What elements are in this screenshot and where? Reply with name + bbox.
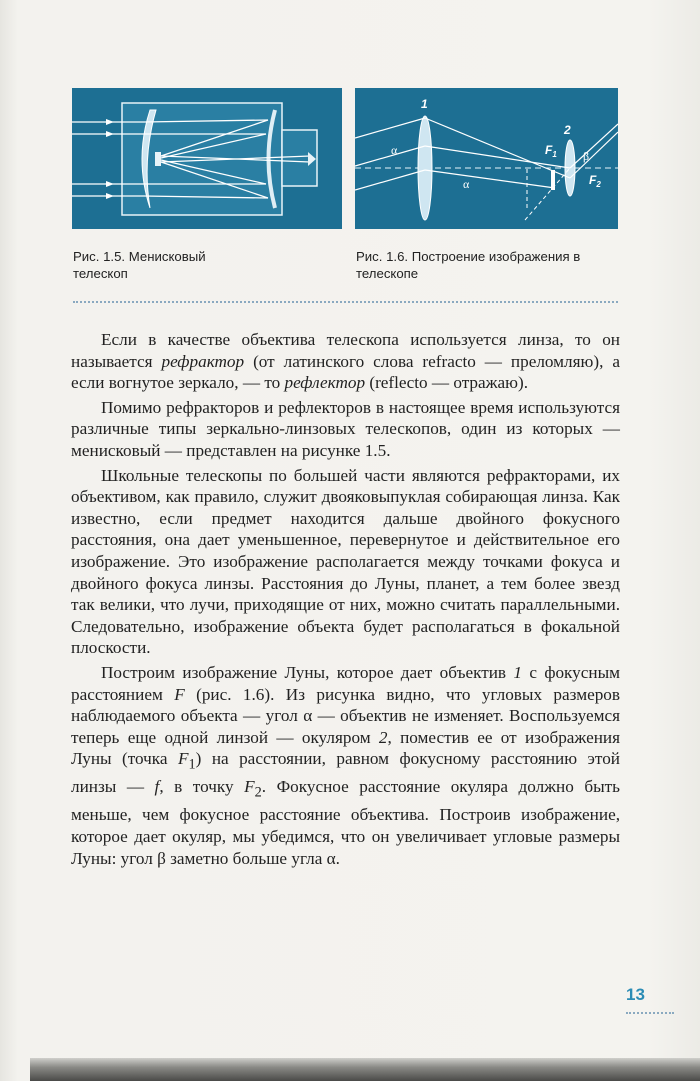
telescope-ray-diagram (355, 88, 618, 229)
alpha-mid-label: α (463, 177, 470, 191)
figure1-caption-line2: телескоп (73, 266, 128, 281)
figure2-caption (356, 248, 624, 282)
figure1-caption (73, 248, 268, 282)
figure1-caption-line1: Рис. 1.5. Менисковый (73, 249, 206, 264)
alpha-left-label: α (391, 143, 398, 157)
page-number-dots (626, 1012, 674, 1014)
figure2-caption-line2: телескопе (356, 266, 419, 281)
body-text (71, 329, 620, 872)
page-number: 13 (626, 985, 645, 1004)
meniscus-telescope-diagram (72, 88, 342, 229)
paragraph-3: Школьные телескопы по большей части являются рефракторами, их объективом, как правило, служит двояковыпуклая собирающая линза. Как известно, если предмет находится дальше двойного фокусного расстояния, она дает уменьшенное, перевернутое и действительное его изображение. Это изображение располагается между точками фокуса и двойного фокуса линзы. Расстояния до Луны, планет, а тем более звезд так велики, что лучи, приходящие от них, можно считать параллельными. Следовательно, изображение объекта будет располагаться в фокальной плоскости. (71, 465, 620, 658)
paragraph-2: Помимо рефракторов и рефлекторов в настоящее время используются различные типы зеркально-линзовых телескопов, один из которых — менисковый — представлен на рисунке 1.5. (71, 397, 620, 460)
paragraph-1: Если в качестве объектива телескопа используется линза, то он называется рефрактор (от латинского слова refracto — преломляю), а если вогнутое зеркало, — то рефлектор (reflecto — отражаю). (71, 330, 620, 393)
lens2-label: 2 (564, 123, 571, 137)
term-refractor: рефрактор (161, 351, 245, 371)
scan-bottom-shadow (30, 1058, 700, 1081)
paragraph-4: Построим изображение Луны, которое дает объектив 1 с фокусным расстоянием F (рис. 1.6). Из рисунка видно, что угловых размеров наблюдаемого объекта — угол α — объектив не изменяет. Воспользуемся теперь еще одной линзой — окуляром 2, поместив ее от изображения Луны (точка $F_1$) на расстоянии, равном фокусному расстоянию этой линзы — f, в точку $F_2$. Фокусное расстояние окуляра должно быть меньше, чем фокусное расстояние объектива. Построив изображение, которое дает окуляр, мы убедимся, что он увеличивает угловые размеры Луны: угол β заметно больше угла α. (71, 662, 621, 868)
figure-meniscus-telescope (72, 88, 342, 229)
figure-telescope-image-construction (355, 88, 618, 229)
term-reflector: рефлектор (284, 373, 366, 393)
f1-label: $F_1$ (545, 143, 557, 159)
f2-label: $F_2$ (589, 173, 601, 189)
beta-label: β (583, 149, 590, 163)
figure2-caption-line1: Рис. 1.6. Построение изображения в (356, 249, 581, 264)
dotted-divider (73, 301, 618, 303)
lens1-label: 1 (421, 97, 428, 111)
